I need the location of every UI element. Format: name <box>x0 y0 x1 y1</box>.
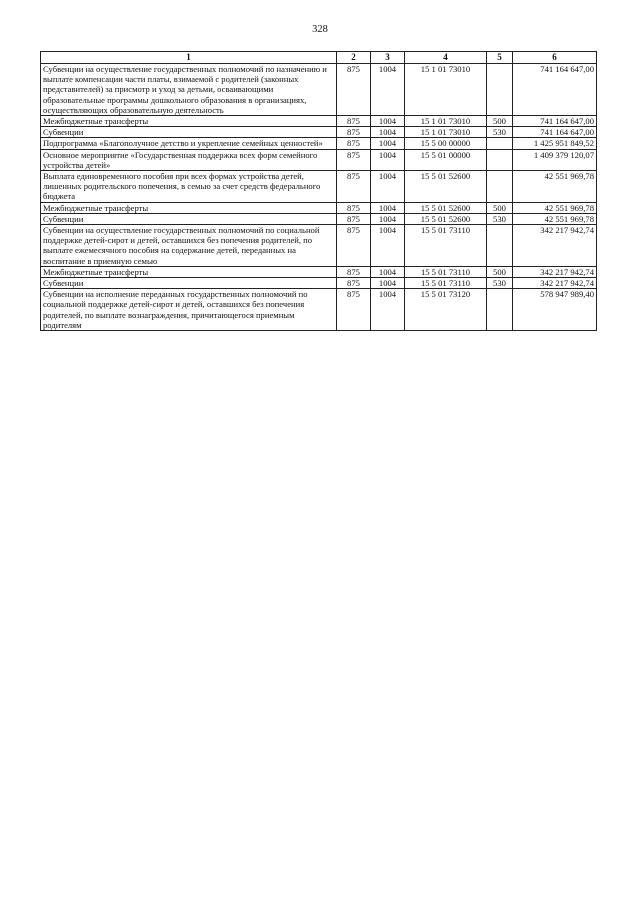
expense-type-cell <box>487 289 513 331</box>
row-name-cell: Выплата единовременного пособия при всех формах устройства детей, лишенных родительского попечения, в семью за счет средств федерального бюджета <box>41 171 337 203</box>
section-code-cell: 1004 <box>371 213 405 224</box>
target-article-cell: 15 5 01 73110 <box>405 266 487 277</box>
section-code-cell: 1004 <box>371 289 405 331</box>
table-row <box>41 278 597 289</box>
amount-cell: 342 217 942,74 <box>513 278 597 289</box>
amount-cell: 1 425 951 849,52 <box>513 138 597 149</box>
table-row <box>41 171 597 203</box>
expense-type-cell <box>487 138 513 149</box>
target-article-cell: 15 5 01 73110 <box>405 278 487 289</box>
table-row <box>41 213 597 224</box>
target-article-cell: 15 5 01 73110 <box>405 225 487 267</box>
row-name-cell: Субвенции <box>41 127 337 138</box>
target-article-cell: 15 5 01 00000 <box>405 149 487 170</box>
amount-cell: 42 551 969,78 <box>513 213 597 224</box>
amount-cell: 578 947 989,40 <box>513 289 597 331</box>
target-article-cell: 15 5 01 73120 <box>405 289 487 331</box>
grbs-code-cell: 875 <box>337 266 371 277</box>
table-header-row <box>41 52 597 64</box>
column-header: 2 <box>337 52 371 64</box>
amount-cell: 741 164 647,00 <box>513 64 597 116</box>
budget-table <box>40 51 597 331</box>
grbs-code-cell: 875 <box>337 171 371 203</box>
target-article-cell: 15 1 01 73010 <box>405 116 487 127</box>
amount-cell: 42 551 969,78 <box>513 202 597 213</box>
expense-type-cell: 530 <box>487 278 513 289</box>
target-article-cell: 15 5 01 52600 <box>405 171 487 203</box>
expense-type-cell: 530 <box>487 213 513 224</box>
row-name-cell: Межбюджетные трансферты <box>41 266 337 277</box>
row-name-cell: Подпрограмма «Благополучное детство и укрепление семейных ценностей» <box>41 138 337 149</box>
expense-type-cell: 500 <box>487 116 513 127</box>
row-name-cell: Субвенции <box>41 213 337 224</box>
page-number: 328 <box>312 24 328 35</box>
section-code-cell: 1004 <box>371 149 405 170</box>
table-row <box>41 116 597 127</box>
target-article-cell: 15 5 01 52600 <box>405 202 487 213</box>
row-name-cell: Субвенции на осуществление государственных полномочий по назначению и выплате компенсации части платы, взимаемой с родителей (законных представителей) за присмотр и уход за детьми, осваивающими образовательные программы дошкольного образования в организациях, осуществляющих образовательную деятельность <box>41 64 337 116</box>
expense-type-cell <box>487 149 513 170</box>
section-code-cell: 1004 <box>371 116 405 127</box>
grbs-code-cell: 875 <box>337 225 371 267</box>
grbs-code-cell: 875 <box>337 213 371 224</box>
target-article-cell: 15 5 00 00000 <box>405 138 487 149</box>
section-code-cell: 1004 <box>371 225 405 267</box>
amount-cell: 42 551 969,78 <box>513 171 597 203</box>
grbs-code-cell: 875 <box>337 64 371 116</box>
column-header: 4 <box>405 52 487 64</box>
amount-cell: 741 164 647,00 <box>513 127 597 138</box>
grbs-code-cell: 875 <box>337 116 371 127</box>
table-row <box>41 127 597 138</box>
column-header: 1 <box>41 52 337 64</box>
table-row <box>41 149 597 170</box>
amount-cell: 342 217 942,74 <box>513 266 597 277</box>
table-row <box>41 64 597 116</box>
grbs-code-cell: 875 <box>337 289 371 331</box>
section-code-cell: 1004 <box>371 138 405 149</box>
row-name-cell: Основное мероприятие «Государственная поддержка всех форм семейного устройства детей» <box>41 149 337 170</box>
expense-type-cell <box>487 171 513 203</box>
section-code-cell: 1004 <box>371 127 405 138</box>
expense-type-cell: 530 <box>487 127 513 138</box>
row-name-cell: Субвенции на осуществление государственных полномочий по социальной поддержке детей-сирот и детей, оставшихся без попечения родителей, по выплате ежемесячного пособия на содержание детей, переданных на воспитание в приемную семью <box>41 225 337 267</box>
target-article-cell: 15 1 01 73010 <box>405 64 487 116</box>
amount-cell: 741 164 647,00 <box>513 116 597 127</box>
section-code-cell: 1004 <box>371 202 405 213</box>
expense-type-cell: 500 <box>487 266 513 277</box>
section-code-cell: 1004 <box>371 171 405 203</box>
table-row <box>41 138 597 149</box>
row-name-cell: Межбюджетные трансферты <box>41 202 337 213</box>
column-header: 3 <box>371 52 405 64</box>
target-article-cell: 15 5 01 52600 <box>405 213 487 224</box>
row-name-cell: Межбюджетные трансферты <box>41 116 337 127</box>
expense-type-cell <box>487 225 513 267</box>
amount-cell: 342 217 942,74 <box>513 225 597 267</box>
grbs-code-cell: 875 <box>337 149 371 170</box>
table-body <box>41 64 597 331</box>
table-row <box>41 202 597 213</box>
column-header: 5 <box>487 52 513 64</box>
row-name-cell: Субвенции на исполнение переданных государственных полномочий по социальной поддержке детей-сирот и детей, оставшихся без попечения родителей, по выплате вознаграждения, причитающегося приемным родителям <box>41 289 337 331</box>
expense-type-cell <box>487 64 513 116</box>
column-header: 6 <box>513 52 597 64</box>
section-code-cell: 1004 <box>371 278 405 289</box>
amount-cell: 1 409 379 120,07 <box>513 149 597 170</box>
grbs-code-cell: 875 <box>337 138 371 149</box>
grbs-code-cell: 875 <box>337 278 371 289</box>
row-name-cell: Субвенции <box>41 278 337 289</box>
target-article-cell: 15 1 01 73010 <box>405 127 487 138</box>
section-code-cell: 1004 <box>371 266 405 277</box>
table-row <box>41 289 597 331</box>
section-code-cell: 1004 <box>371 64 405 116</box>
table-row <box>41 266 597 277</box>
grbs-code-cell: 875 <box>337 127 371 138</box>
expense-type-cell: 500 <box>487 202 513 213</box>
grbs-code-cell: 875 <box>337 202 371 213</box>
table-row <box>41 225 597 267</box>
